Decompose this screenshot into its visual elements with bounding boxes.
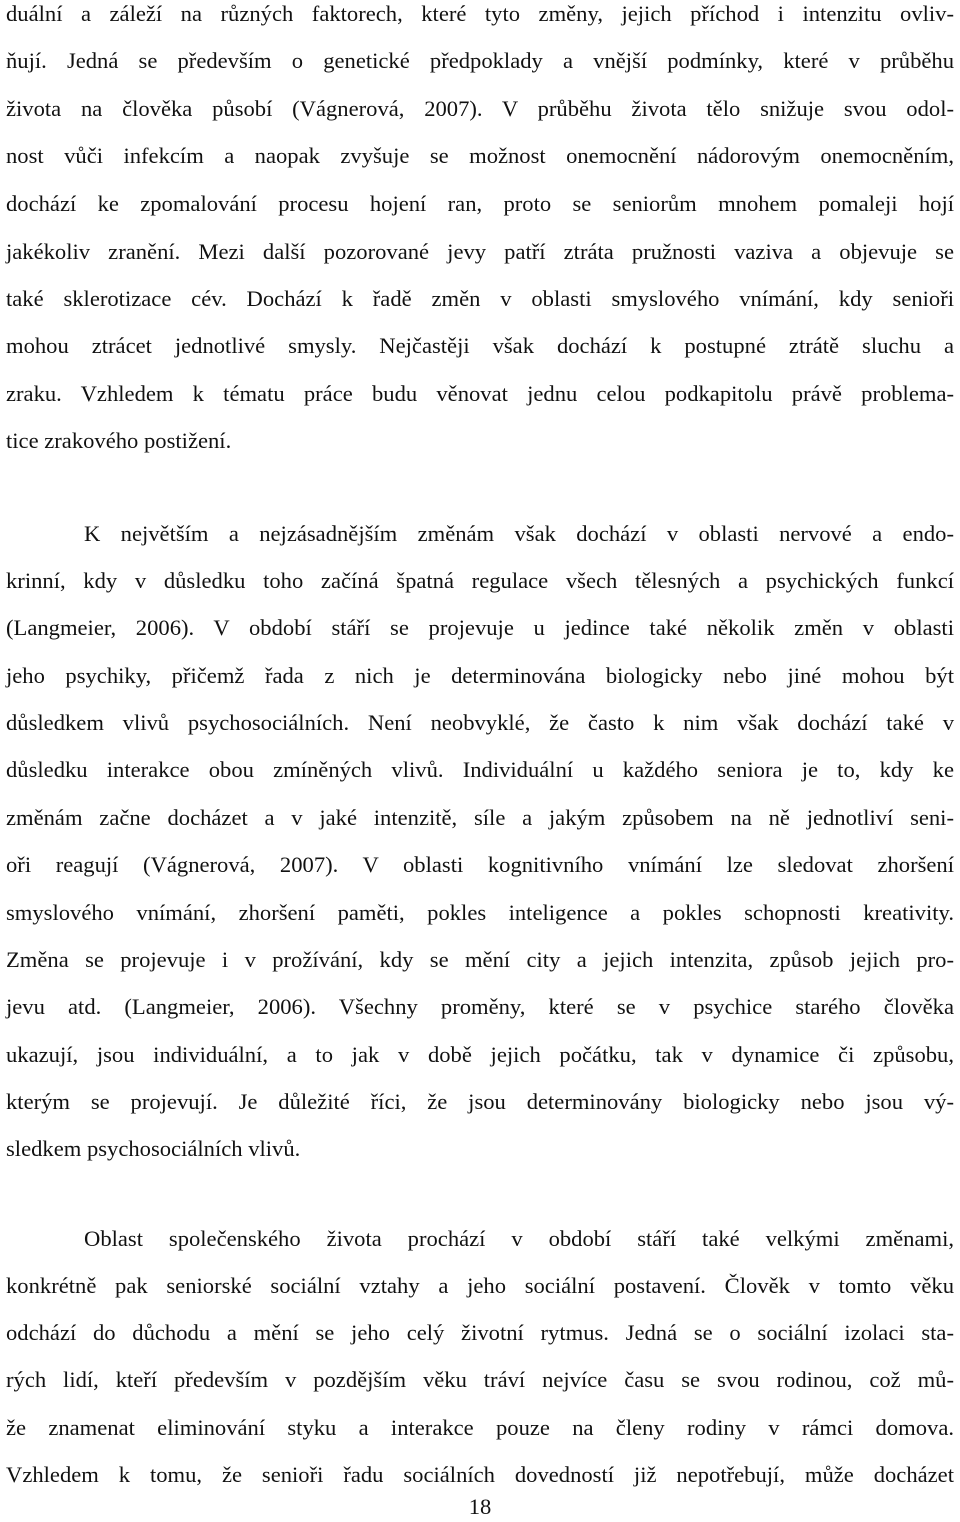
text-line: duální a záleží na různých faktorech, které tyto změny, jejich příchod i intenzitu ovliv- xyxy=(6,1,954,26)
text-line: smyslového vnímání, zhoršení paměti, pokles inteligence a pokles schopnosti kreativity. xyxy=(6,900,954,925)
text-line: že znamenat eliminování styku a interakce pouze na členy rodiny v rámci domova. xyxy=(6,1415,954,1440)
text-line: ukazují, jsou individuální, a to jak v době jejich počátku, tak v dynamice či způsobu, xyxy=(6,1042,954,1067)
text-line: kterým se projevují. Je důležité říci, že jsou determinovány biologicky nebo jsou vý- xyxy=(6,1089,954,1114)
text-line: nost vůči infekcím a naopak zvyšuje se možnost onemocnění nádorovým onemocněním, xyxy=(6,143,954,168)
text-line: mohou ztrácet jednotlivé smysly. Nejčastěji však dochází k postupné ztrátě sluchu a xyxy=(6,333,954,358)
text-line: sledkem psychosociálních vlivů. xyxy=(6,1136,301,1161)
text-line: jeho psychiky, přičemž řada z nich je determinována biologicky nebo jiné mohou být xyxy=(6,663,954,688)
text-line: konkrétně pak seniorské sociální vztahy a jeho sociální postavení. Člověk v tomto věku xyxy=(6,1273,954,1298)
text-line: rých lidí, kteří především v pozdějším věku tráví nejvíce času se svou rodinou, což mů- xyxy=(6,1367,954,1392)
text-line: jakékoliv zranění. Mezi další pozorované jevy patří ztráta pružnosti vaziva a objevuje se xyxy=(6,239,954,264)
text-line: důsledkem vlivů psychosociálních. Není neobvyklé, že často k nim však dochází také v xyxy=(6,710,954,735)
text-line: Oblast společenského života prochází v období stáří také velkými změnami, xyxy=(84,1226,954,1251)
text-line: Vzhledem k tomu, že senioři řadu sociálních dovedností již nepotřebují, může docházet xyxy=(6,1462,954,1487)
text-line: odchází do důchodu a mění se jeho celý životní rytmus. Jedná se o sociální izolaci sta- xyxy=(6,1320,954,1345)
text-line: také sklerotizace cév. Dochází k řadě změn v oblasti smyslového vnímání, kdy senioři xyxy=(6,286,954,311)
text-line: tice zrakového postižení. xyxy=(6,428,232,453)
text-line: zraku. Vzhledem k tématu práce budu věnovat jednu celou podkapitolu právě problema- xyxy=(6,381,954,406)
text-line: důsledku interakce obou zmíněných vlivů. Individuální u každého seniora je to, kdy ke xyxy=(6,757,954,782)
text-line: krinní, kdy v důsledku toho začíná špatná regulace všech tělesných a psychických funkcí xyxy=(6,568,954,593)
page-number: 18 xyxy=(468,1494,492,1519)
text-line: (Langmeier, 2006). V období stáří se projevuje u jedince také několik změn v oblasti xyxy=(6,615,954,640)
text-line: oři reagují (Vágnerová, 2007). V oblasti kognitivního vnímání lze sledovat zhoršení xyxy=(6,852,954,877)
text-line: Změna se projevuje i v prožívání, kdy se mění city a jejich intenzita, způsob jejich pro- xyxy=(6,947,954,972)
text-line: K největším a nejzásadnějším změnám však dochází v oblasti nervové a endo- xyxy=(84,521,954,546)
text-line: dochází ke zpomalování procesu hojení ran, proto se seniorům mnohem pomaleji hojí xyxy=(6,191,954,216)
text-line: změnám začne docházet a v jaké intenzitě, síle a jakým způsobem na ně jednotliví seni- xyxy=(6,805,954,830)
text-line: ňují. Jedná se především o genetické předpoklady a vnější podmínky, které v průběhu xyxy=(6,48,954,73)
text-line: jevu atd. (Langmeier, 2006). Všechny proměny, které se v psychice starého člověka xyxy=(6,994,954,1019)
text-line: života na člověka působí (Vágnerová, 2007). V průběhu života tělo snižuje svou odol- xyxy=(6,96,954,121)
